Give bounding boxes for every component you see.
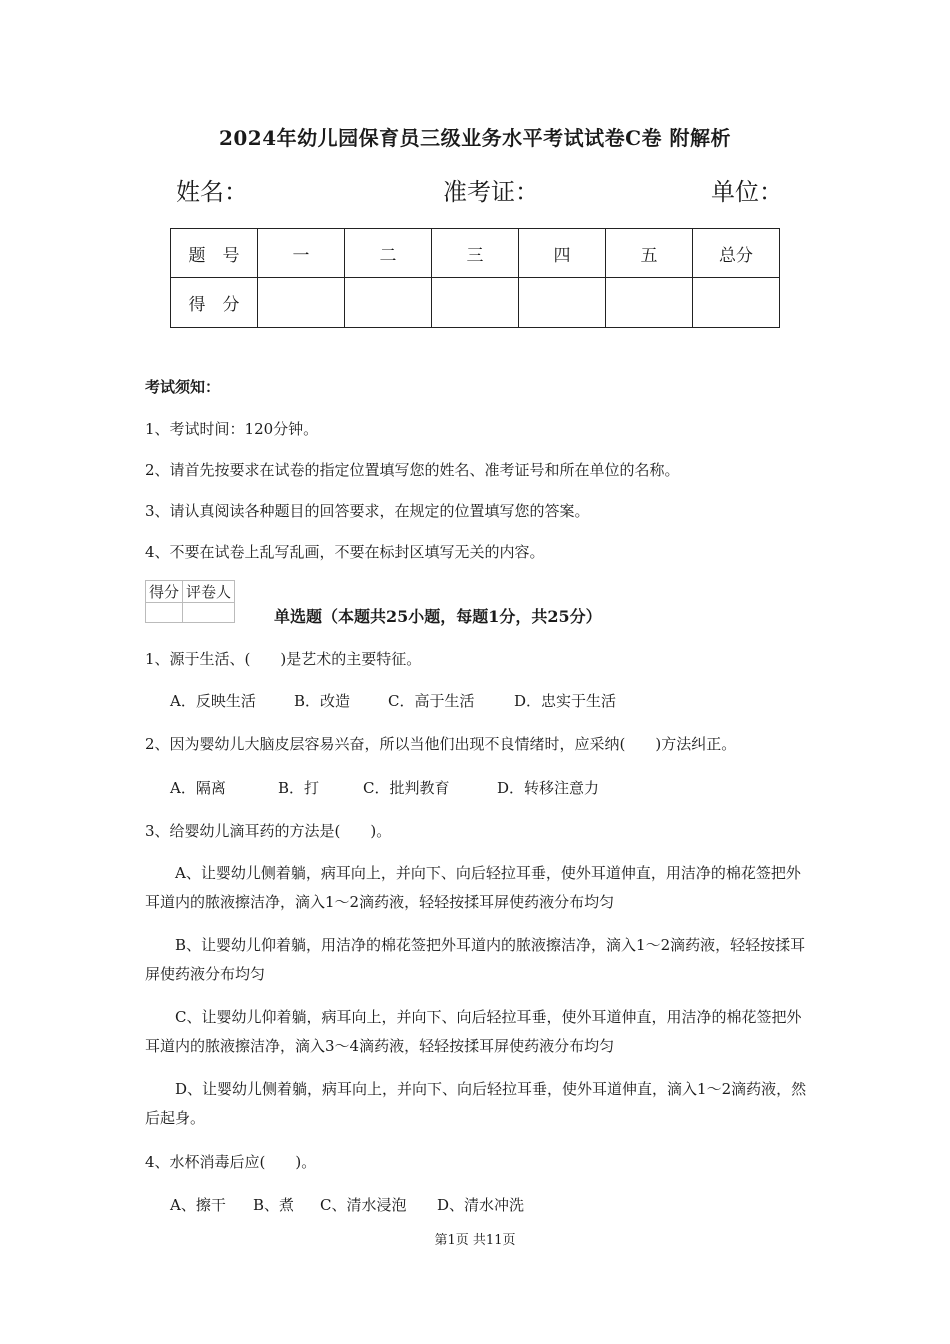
score-header-cell: 一 [258, 229, 345, 278]
notice-item: 4、不要在试卷上乱写乱画，不要在标封区填写无关的内容。 [145, 543, 545, 561]
notice-item: 3、请认真阅读各种题目的回答要求，在规定的位置填写您的答案。 [145, 502, 590, 520]
notice-item: 2、请首先按要求在试卷的指定位置填写您的姓名、准考证号和所在单位的名称。 [145, 461, 680, 479]
grader-name-label: 评卷人 [183, 581, 235, 603]
score-header-cell: 题 号 [171, 229, 258, 278]
question-stem: 3、给婴幼儿滴耳药的方法是( )。 [145, 822, 392, 840]
option-a[interactable]: A、擦干 [170, 1196, 226, 1214]
score-input-cell[interactable] [693, 278, 780, 328]
grader-box [145, 580, 235, 623]
section-title: 单选题（本题共25小题，每题1分，共25分） [274, 607, 602, 626]
score-input-cell[interactable] [258, 278, 345, 328]
score-header-cell: 总分 [693, 229, 780, 278]
score-row-label: 得 分 [171, 278, 258, 328]
option-c[interactable]: C．高于生活 [388, 692, 475, 710]
question-stem: 2、因为婴幼儿大脑皮层容易兴奋，所以当他们出现不良情绪时，应采纳( )方法纠正。 [145, 735, 737, 753]
question-stem: 4、水杯消毒后应( )。 [145, 1153, 317, 1171]
name-field-label: 姓名： [176, 178, 248, 206]
option-a[interactable]: A、让婴幼儿侧着躺，病耳向上，并向下、向后轻拉耳垂，使外耳道伸直，用洁净的棉花签把外耳道内的脓液擦洁净，滴入1～2滴药液，轻轻按揉耳屏使药液分布均匀 [145, 864, 801, 911]
page-footer: 第1页 共11页 [434, 1233, 516, 1248]
option-d[interactable]: D．忠实于生活 [514, 692, 617, 710]
grader-score-cell[interactable] [146, 603, 183, 623]
grader-score-label: 得分 [146, 581, 183, 603]
option-b[interactable]: B．打 [278, 779, 320, 797]
option-d[interactable]: D、让婴幼儿侧着躺，病耳向上，并向下、向后轻拉耳垂，使外耳道伸直，滴入1～2滴药液，然后起身。 [145, 1080, 807, 1127]
score-header-cell: 三 [432, 229, 519, 278]
option-d[interactable]: D、清水冲洗 [437, 1196, 525, 1214]
score-input-cell[interactable] [345, 278, 432, 328]
option-b[interactable]: B、让婴幼儿仰着躺，用洁净的棉花签把外耳道内的脓液擦洁净，滴入1～2滴药液，轻轻按揉耳屏使药液分布均匀 [145, 936, 806, 983]
unit-field-label: 单位： [711, 178, 783, 206]
score-input-cell[interactable] [519, 278, 606, 328]
grader-name-cell[interactable] [183, 603, 235, 623]
notice-heading: 考试须知： [145, 378, 221, 396]
option-c[interactable]: C、清水浸泡 [320, 1196, 407, 1214]
score-header-cell: 二 [345, 229, 432, 278]
option-a[interactable]: A．反映生活 [170, 692, 256, 710]
score-input-cell[interactable] [606, 278, 693, 328]
option-d[interactable]: D．转移注意力 [497, 779, 600, 797]
score-header-cell: 五 [606, 229, 693, 278]
option-b[interactable]: B、煮 [253, 1196, 295, 1214]
page-title: 2024年幼儿园保育员三级业务水平考试试卷C卷 附解析 [218, 126, 732, 150]
score-input-cell[interactable] [432, 278, 519, 328]
score-table-score-row [171, 278, 780, 328]
option-c[interactable]: C．批判教育 [363, 779, 450, 797]
question-stem: 1、源于生活、( )是艺术的主要特征。 [145, 650, 422, 668]
score-table [170, 228, 780, 328]
option-a[interactable]: A．隔离 [170, 779, 226, 797]
exam-id-field-label: 准考证： [443, 178, 539, 206]
score-header-cell: 四 [519, 229, 606, 278]
notice-item: 1、考试时间：120分钟。 [145, 420, 319, 438]
option-b[interactable]: B．改造 [294, 692, 351, 710]
option-c[interactable]: C、让婴幼儿仰着躺，病耳向上，并向下、向后轻拉耳垂，使外耳道伸直，用洁净的棉花签把外耳道内的脓液擦洁净，滴入3～4滴药液，轻轻按揉耳屏使药液分布均匀 [145, 1008, 802, 1055]
score-table-header-row [171, 229, 780, 278]
